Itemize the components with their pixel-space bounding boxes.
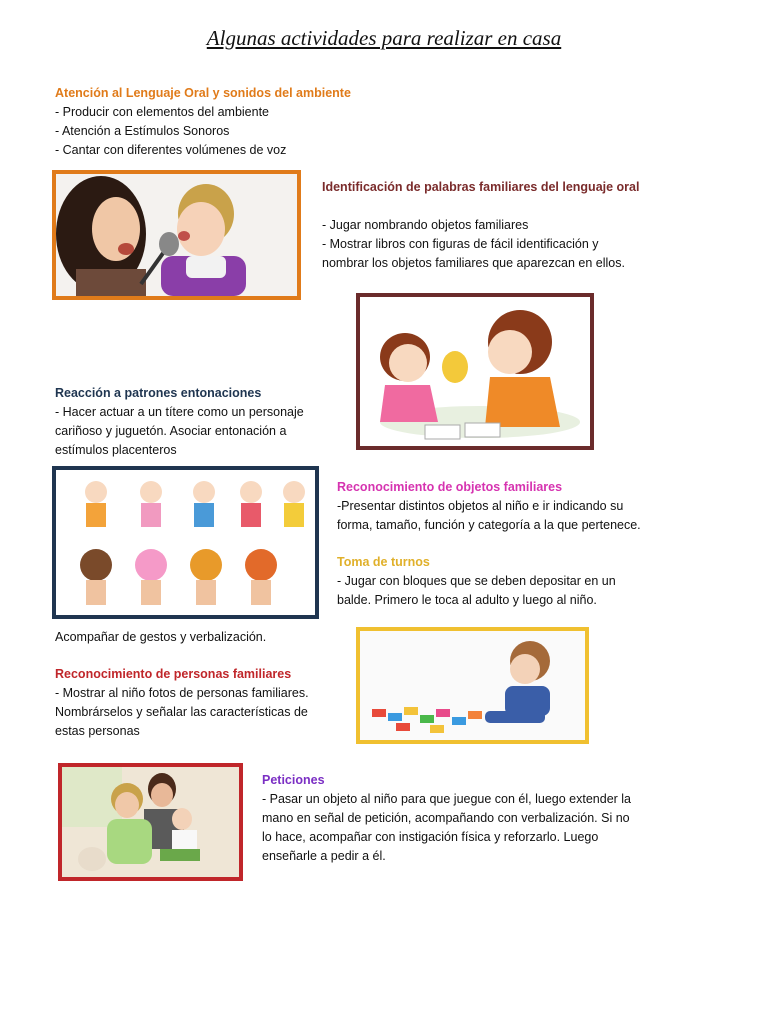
photo-blocks <box>356 627 589 744</box>
section-line: - Hacer actuar a un títere como un personaje <box>55 405 304 419</box>
section-heading: Peticiones <box>262 773 325 787</box>
illustration-puppets <box>52 466 319 619</box>
section-line: - Mostrar libros con figuras de fácil identificación y <box>322 237 599 251</box>
section-line: - Jugar con bloques que se deben depositar en un <box>337 574 616 588</box>
section-line: estímulos placenteros <box>55 443 177 457</box>
section-heading: Toma de turnos <box>337 555 430 569</box>
gestures-text: Acompañar de gestos y verbalización. <box>55 630 267 644</box>
section-familiar-people <box>55 665 355 741</box>
page-title: Algunas actividades para realizar en casa <box>206 26 562 50</box>
section-oral-language <box>55 84 385 160</box>
section-line: nombrar los objetos familiares que aparezcan en ellos. <box>322 256 625 270</box>
section-heading: Reacción a patrones entonaciones <box>55 386 262 400</box>
gestures-note <box>55 628 355 647</box>
section-line: - Producir con elementos del ambiente <box>55 105 270 119</box>
section-line: - Cantar con diferentes volúmenes de voz <box>55 143 287 157</box>
section-line: - Atención a Estímulos Sonoros <box>55 124 230 138</box>
section-line: mano en señal de petición, acompañando con verbalización. Si no <box>262 811 630 825</box>
section-heading: Atención al Lenguaje Oral y sonidos del ambiente <box>55 86 351 100</box>
section-heading: Identificación de palabras familiares del lenguaje oral <box>322 180 640 194</box>
section-line: enseñarle a pedir a él. <box>262 849 386 863</box>
section-heading: Reconocimiento de objetos familiares <box>337 480 563 494</box>
illustration-playing <box>356 293 594 450</box>
photo-family <box>58 763 243 881</box>
section-line: cariñoso y juguetón. Asociar entonación a <box>55 424 287 438</box>
section-line: - Pasar un objeto al niño para que juegue con él, luego extender la <box>262 792 632 806</box>
section-line: balde. Primero le toca al adulto y luego al niño. <box>337 593 597 607</box>
section-familiar-objects <box>337 478 697 535</box>
section-line: estas personas <box>55 724 140 738</box>
photo-singing <box>52 170 301 300</box>
section-line: -Presentar distintos objetos al niño e ir indicando su <box>337 499 624 513</box>
section-line: - Mostrar al niño fotos de personas familiares. <box>55 686 309 700</box>
section-line: - Jugar nombrando objetos familiares <box>322 218 529 232</box>
section-line: Nombrárselos y señalar las características de <box>55 705 308 719</box>
section-line: lo hace, acompañar con instigación física y reforzarlo. Luego <box>262 830 599 844</box>
section-requests <box>262 771 682 866</box>
section-turn-taking <box>337 553 697 610</box>
section-line: forma, tamaño, función y categoría a la que pertenece. <box>337 518 641 532</box>
section-heading: Reconocimiento de personas familiares <box>55 667 292 681</box>
section-familiar-words <box>322 178 682 273</box>
section-intonation <box>55 384 345 460</box>
